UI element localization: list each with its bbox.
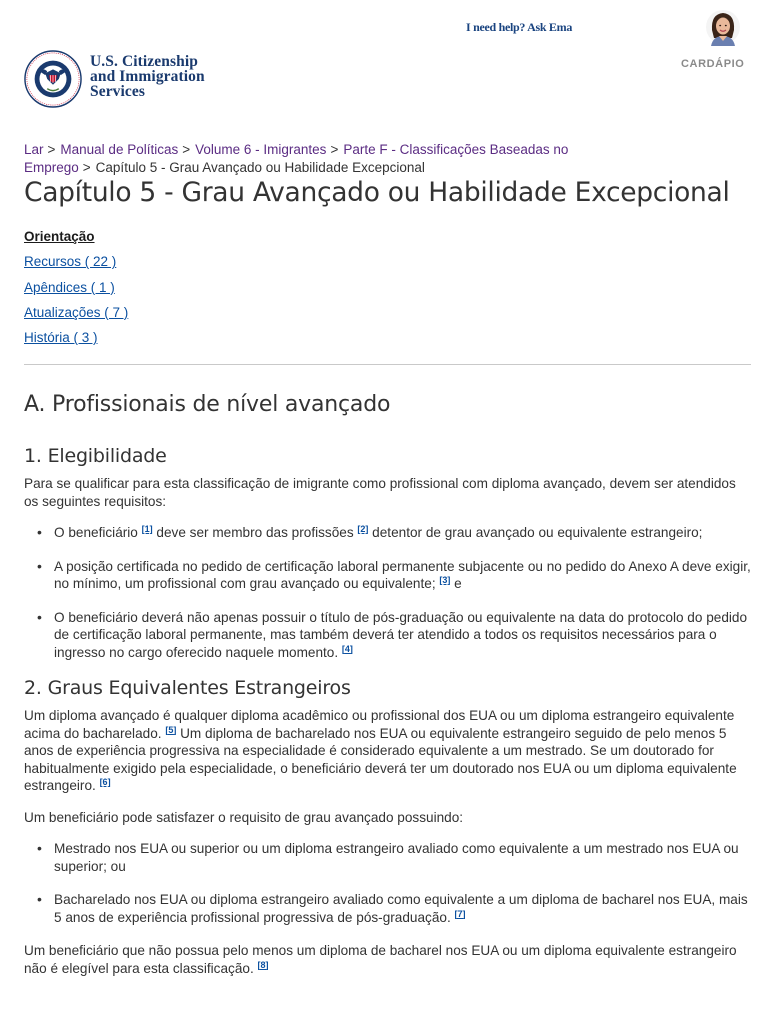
para-text: Um beneficiário que não possua pelo menos um diploma de bacharel nos EUA ou um diploma equivalente estrangeiro não é elegível para esta classificação.: [24, 943, 737, 976]
eligibility-list: [24, 524, 752, 661]
page-title: Capítulo 5 - Grau Avançado ou Habilidade Excepcional: [24, 177, 730, 208]
tab-guidance[interactable]: Orientação: [24, 229, 95, 244]
list-text: deve ser membro das profissões: [152, 525, 358, 540]
footnote-link-6[interactable]: [6]: [99, 777, 111, 787]
list-item: [24, 558, 752, 593]
breadcrumb-separator: >: [82, 160, 91, 175]
site-header: [0, 0, 768, 120]
section-title: A. Profissionais de nível avançado: [24, 392, 391, 417]
agency-name[interactable]: [90, 54, 205, 99]
list-text: e: [450, 576, 462, 591]
list-text: detentor de grau avançado ou equivalente estrangeiro;: [368, 525, 703, 540]
para-text: Um diploma avançado é qualquer diploma acadêmico ou profissional dos EUA ou um diploma estrangeiro equivalente acima do bacharelado.: [24, 708, 735, 741]
footnote-link-7[interactable]: [7]: [454, 908, 466, 919]
list-item: [24, 524, 752, 542]
breadcrumb-separator: >: [182, 142, 191, 157]
footnote-link-5[interactable]: [5]: [165, 724, 177, 735]
list-item: [24, 891, 752, 926]
subsection-eligibility-title: 1. Elegibilidade: [24, 445, 167, 467]
agency-line-2: and Immigration: [90, 68, 205, 85]
tab-appendices[interactable]: Apêndices ( 1 ): [24, 279, 115, 295]
breadcrumb-home[interactable]: Lar: [24, 142, 44, 157]
list-text: O beneficiário deverá não apenas possuir o título de pós-graduação ou equivalente na data do protocolo do pedido de certificação laboral permanente, mas também deverá ter atendido a todos os requisitos necessários para o ingresso no cargo oferecido naquele momento.: [54, 609, 748, 660]
help-link[interactable]: I need help? Ask Ema: [466, 20, 573, 34]
main-content: [24, 392, 752, 991]
breadcrumb-policy-manual[interactable]: Manual de Políticas: [60, 142, 179, 157]
footnote-link-1[interactable]: [1]: [141, 524, 153, 534]
dhs-seal-icon[interactable]: [24, 50, 82, 108]
menu-button[interactable]: CARDÁPIO: [681, 58, 745, 70]
breadcrumb: [24, 141, 624, 177]
chapter-tabs: [24, 229, 128, 355]
breadcrumb-current: Capítulo 5 - Grau Avançado ou Habilidade Excepcional: [95, 160, 425, 175]
footnote-link-3[interactable]: [3]: [439, 575, 451, 585]
breadcrumb-part-f[interactable]: Parte F - Classificações Baseadas no Emprego: [24, 142, 569, 175]
tab-resources[interactable]: Recursos ( 22 ): [24, 254, 117, 270]
divider: [24, 364, 751, 365]
foreign-degrees-list: [24, 840, 752, 926]
para-text: Um diploma de bacharelado nos EUA ou equivalente estrangeiro seguido de pelo menos 5 anos de experiência progressiva na especialidade é considerado equivalente a um mestrado. Se um doutorado for habitualmente exigido pela especialidade, o beneficiário deverá ter um doutorado nos EUA ou um diploma equivalente estrangeiro.: [24, 725, 737, 793]
agency-line-1: U.S. Citizenship: [90, 53, 198, 70]
list-item: [24, 840, 752, 875]
agency-line-3: Services: [90, 83, 146, 100]
tab-updates[interactable]: Atualizações ( 7 ): [24, 304, 129, 320]
ema-avatar-icon[interactable]: [705, 8, 741, 46]
ineligibility-paragraph: [24, 942, 752, 977]
footnote-link-4[interactable]: [4]: [341, 643, 353, 654]
subsection-foreign-degrees-title: 2. Graus Equivalentes Estrangeiros: [24, 677, 351, 699]
breadcrumb-volume-6[interactable]: Volume 6 - Imigrantes: [195, 142, 327, 157]
list-text: Mestrado nos EUA ou superior ou um diploma estrangeiro avaliado como equivalente a um mestrado nos EUA ou superior; ou: [54, 841, 739, 874]
eligibility-intro: Para se qualificar para esta classificação de imigrante como profissional com diploma avançado, devem ser atendidos os seguintes requisitos:: [24, 476, 736, 509]
footnote-link-2[interactable]: [2]: [357, 524, 369, 534]
breadcrumb-separator: >: [47, 142, 56, 157]
footnote-link-8[interactable]: [8]: [257, 959, 269, 970]
foreign-degrees-paragraph: [24, 707, 752, 795]
list-text: Bacharelado nos EUA ou diploma estrangeiro avaliado como equivalente a um diploma de bacharel nos EUA, mais 5 anos de experiência profissional progressiva de pós-graduação.: [54, 892, 748, 925]
list-item: [24, 609, 752, 662]
list-text: O beneficiário: [54, 525, 142, 540]
breadcrumb-separator: >: [330, 142, 339, 157]
foreign-degrees-intro: Um beneficiário pode satisfazer o requisito de grau avançado possuindo:: [24, 809, 464, 825]
list-text: A posição certificada no pedido de certificação laboral permanente subjacente ou no pedido do Anexo A deve exigir, no mínimo, um profissional com grau avançado ou equivalente;: [54, 558, 751, 591]
tab-history[interactable]: História ( 3 ): [24, 330, 98, 346]
